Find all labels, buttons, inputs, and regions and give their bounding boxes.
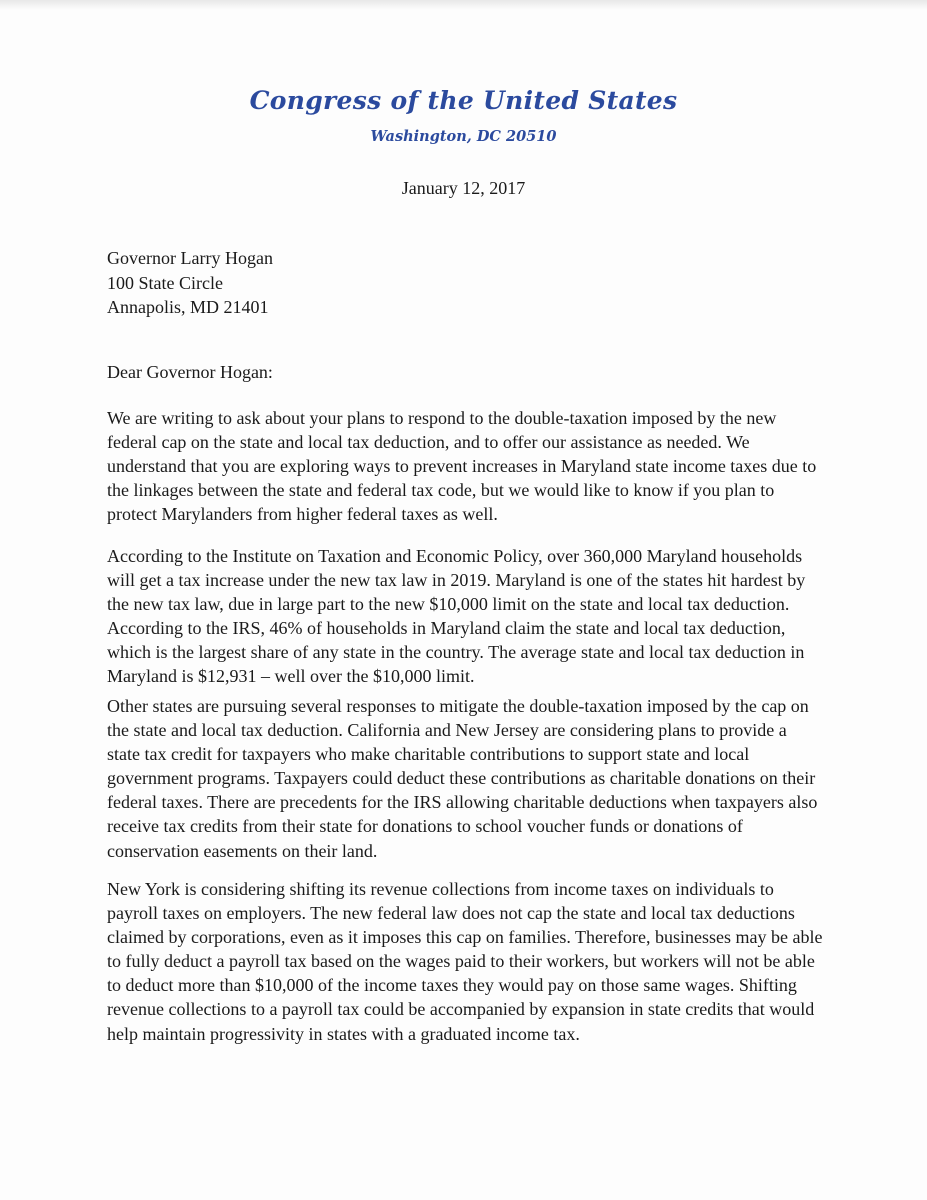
letterhead-title: Congress of the United States	[249, 86, 678, 115]
body-paragraph-3: Other states are pursuing several responses to mitigate the double-taxation imposed by the cap on the state and local tax deduction. California and New Jersey are considering plans to provide a state tax credit for taxpayers who make charitable contributions to support state and local government programs. Taxpayers could deduct these contributions as charitable donations on their federal taxes. There are precedents for the IRS allowing charitable deductions when taxpayers also receive tax credits from their state for donations to school voucher funds or donations of conservation easements on their land.	[107, 696, 818, 861]
salutation: Dear Governor Hogan:	[107, 362, 273, 382]
scan-top-edge	[0, 0, 927, 10]
body-paragraph-2: According to the Institute on Taxation and Economic Policy, over 360,000 Maryland households will get a tax increase under the new tax law in 2019. Maryland is one of the states hit hardest by the new tax law, due in large part to the new $10,000 limit on the state and local tax deduction. According to the IRS, 46% of households in Maryland claim the state and local tax deduction, which is the largest share of any state in the country. The average state and local tax deduction in Maryland is $12,931 – well over the $10,000 limit.	[107, 546, 806, 687]
body-paragraph-4: New York is considering shifting its revenue collections from income taxes on individuals to payroll taxes on employers. The new federal law does not cap the state and local tax deductions claimed by corporations, even as it imposes this cap on families. Therefore, businesses may be able to fully deduct a payroll tax based on the wages paid to their workers, but workers will not be able to deduct more than $10,000 of the income taxes they would pay on those same wages. Shifting revenue collections to a payroll tax could be accompanied by expansion in state credits that would help maintain progressivity in states with a graduated income tax.	[107, 879, 823, 1044]
recipient-name: Governor Larry Hogan	[107, 248, 273, 268]
recipient-street: 100 State Circle	[107, 272, 223, 293]
letterhead-address: Washington, DC 20510	[370, 128, 557, 145]
recipient-address	[107, 246, 273, 320]
letter-date: January 12, 2017	[401, 178, 526, 198]
recipient-city: Annapolis, MD 21401	[107, 297, 269, 317]
body-paragraph-1: We are writing to ask about your plans to respond to the double-taxation imposed by the new federal cap on the state and local tax deduction, and to offer our assistance as needed. We understand that you are exploring ways to prevent increases in Maryland state income taxes due to the linkages between the state and federal tax code, but we would like to know if you plan to protect Marylanders from higher federal taxes as well.	[107, 408, 817, 525]
